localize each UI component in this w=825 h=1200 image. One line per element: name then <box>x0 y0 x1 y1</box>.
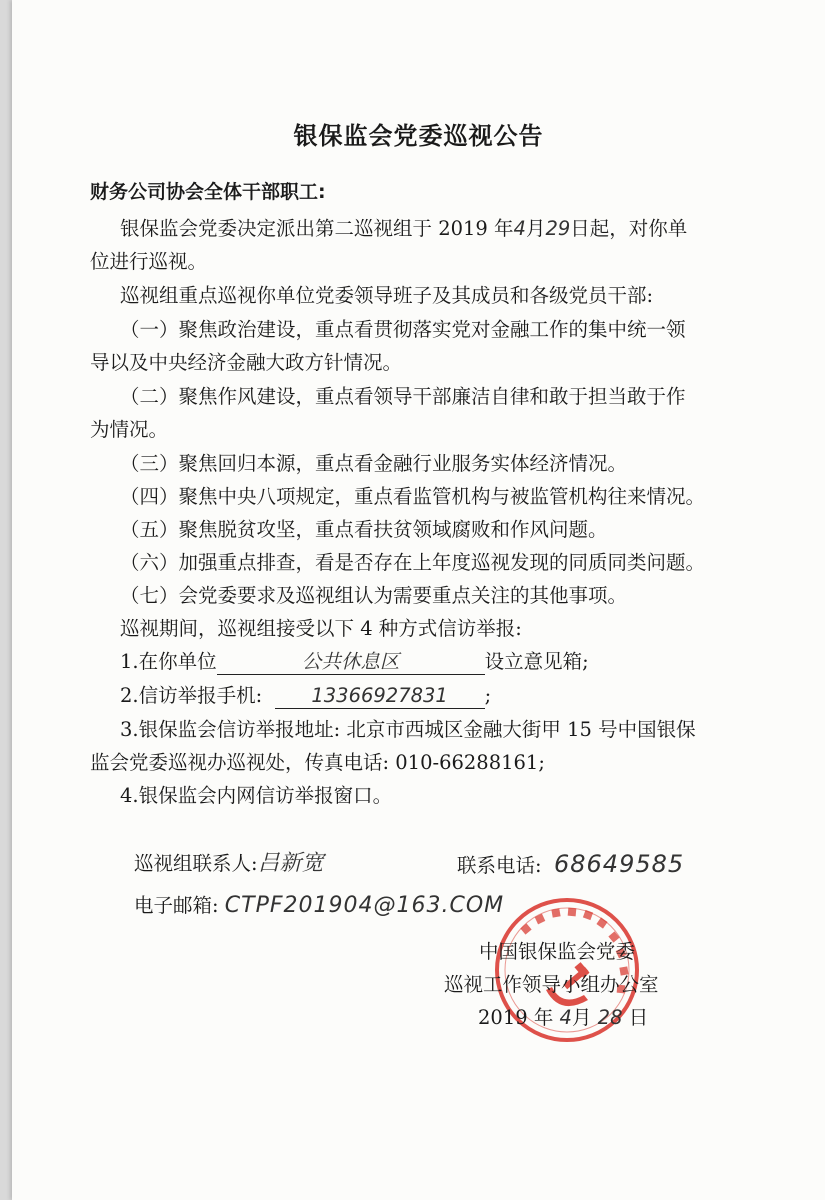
contact-person <box>134 852 324 876</box>
intro-line-1 <box>120 217 687 241</box>
item-4: （四）聚焦中央八项规定，重点看监管机构与被监管机构往来情况。 <box>120 485 706 508</box>
issue-date <box>478 1006 648 1030</box>
contact-phone <box>457 852 684 878</box>
report-intro: 巡视期间，巡视组接受以下 4 种方式信访举报: <box>120 617 522 640</box>
method-1-handwritten-location: 公共休息区 <box>217 650 485 675</box>
intro-text-tail: 日起，对你单 <box>570 217 688 240</box>
intro-text: 银保监会党委决定派出第二巡视组于 2019 年 <box>120 217 514 240</box>
month-unit: 月 <box>525 217 546 240</box>
page-title: 银保监会党委巡视公告 <box>293 122 544 150</box>
item-6: （六）加强重点排查，看是否存在上年度巡视发现的同质同类问题。 <box>120 551 706 574</box>
method-2-tail: ; <box>484 684 492 707</box>
item-3: （三）聚焦回归本源，重点看金融行业服务实体经济情况。 <box>120 452 628 475</box>
contact-phone-label: 联系电话: <box>457 854 542 877</box>
handwritten-day: 29 <box>545 217 571 240</box>
salutation: 财务公司协会全体干部职工: <box>90 181 326 203</box>
item-2-line-2: 为情况。 <box>90 418 169 441</box>
method-2-handwritten-phone: 13366927831 <box>275 684 485 709</box>
issue-date-month-unit: 月 <box>571 1006 592 1029</box>
method-4: 4.银保监会内网信访举报窗口。 <box>120 784 393 807</box>
issue-date-handwritten-month: 4 <box>559 1006 572 1029</box>
method-3-line-1: 3.银保监会信访举报地址: 北京市西城区金融大街甲 15 号中国银保 <box>120 718 696 741</box>
item-7: （七）会党委要求及巡视组认为需要重点关注的其他事项。 <box>120 584 628 607</box>
issuing-organization: 中国银保监会党委 <box>479 940 636 963</box>
document-page <box>12 0 825 1200</box>
method-1 <box>120 650 589 675</box>
item-5: （五）聚焦脱贫攻坚，重点看扶贫领域腐败和作风问题。 <box>120 518 608 541</box>
item-1-line-1: （一）聚焦政治建设，重点看贯彻落实党对金融工作的集中统一领 <box>120 318 686 341</box>
handwritten-month: 4 <box>513 217 526 240</box>
method-1-label: 1.在你单位 <box>120 650 217 673</box>
contact-email-label: 电子邮箱: <box>134 894 219 917</box>
item-2-line-1: （二）聚焦作风建设，重点看领导干部廉洁自律和敢于担当敢于作 <box>120 385 686 408</box>
intro-line-2: 位进行巡视。 <box>90 250 208 273</box>
focus-intro: 巡视组重点巡视你单位党委领导班子及其成员和各级党员干部: <box>120 284 654 307</box>
issue-date-day-unit: 日 <box>628 1006 649 1029</box>
contact-phone-handwritten: 68649585 <box>553 850 685 878</box>
issuing-office: 巡视工作领导小组办公室 <box>444 973 659 996</box>
issue-date-handwritten-day: 28 <box>597 1006 623 1029</box>
contact-person-handwritten: 吕新宽 <box>257 851 324 876</box>
method-1-tail: 设立意见箱; <box>484 650 589 673</box>
contact-email-handwritten: CTPF201904@163.COM <box>224 893 505 918</box>
method-3-line-2: 监会党委巡视办巡视处，传真电话: 010-66288161; <box>90 751 545 774</box>
method-2-label: 2.信访举报手机: <box>120 684 263 707</box>
contact-person-label: 巡视组联系人: <box>134 852 258 875</box>
method-2 <box>120 684 491 709</box>
issue-date-prefix: 2019 年 <box>478 1006 554 1029</box>
contact-email <box>134 894 504 918</box>
item-1-line-2: 导以及中央经济金融大政方针情况。 <box>90 351 403 374</box>
